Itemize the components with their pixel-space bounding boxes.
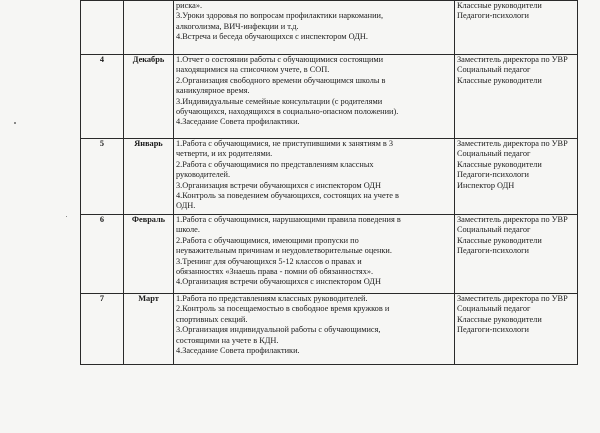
- responsible-line: Педагоги-психологи: [457, 170, 529, 180]
- activity-line: ОДН.: [176, 201, 196, 211]
- activity-line: обучающихся, находящихся в социально-опасном положении).: [176, 107, 399, 117]
- responsible-line: Социальный педагог: [457, 304, 531, 314]
- activity-line: 4.Заседание Совета профилактики.: [176, 346, 300, 356]
- activity-line: неуважительным причинам и неудовлетворительные оценки.: [176, 246, 392, 256]
- scan-speck: [14, 122, 16, 124]
- activity-line: руководителей.: [176, 170, 231, 180]
- month-cell: Февраль: [124, 215, 174, 294]
- responsible-line: Педагоги-психологи: [457, 11, 529, 21]
- month-cell: Декабрь: [124, 55, 174, 139]
- activity-line: 3.Уроки здоровья по вопросам профилактики наркомании,: [176, 11, 384, 21]
- responsible-line: Заместитель директора по УВР: [457, 139, 568, 148]
- activity-line: 1.Работа с обучающимися, не приступившими к занятиям в 3: [176, 139, 394, 148]
- responsible-line: Заместитель директора по УВР: [457, 215, 568, 224]
- responsible-line: Педагоги-психологи: [457, 246, 529, 256]
- month-cell: Январь: [124, 139, 174, 215]
- activity-line: 4.Заседание Совета профилактики.: [176, 117, 300, 127]
- activity-line: находящимися на списочном учете, в СОП.: [176, 65, 330, 75]
- row-number: [81, 1, 124, 55]
- activity-line: спортивных секций.: [176, 314, 248, 324]
- activity-line: 3.Индивидуальные семейные консультации (с родителями: [176, 96, 383, 106]
- responsible-line: Классные руководители: [457, 1, 542, 10]
- activity-line: 3.Тренинг для обучающихся 5-12 классов о правах и: [176, 256, 362, 266]
- responsible-line: Инспектор ОДН: [457, 180, 515, 190]
- row-number: 7: [81, 294, 124, 365]
- responsible-line: Классные руководители: [457, 75, 542, 85]
- activity-line: четверти, и их родителями.: [176, 149, 273, 159]
- activity-line: 3.Организация индивидуальной работы с обучающимися,: [176, 325, 381, 335]
- activity-line: 4.Встреча и беседа обучающихся с инспектором ОДН.: [176, 32, 368, 42]
- activity-line: 4.Организация встречи обучающихся с инспектором ОДН: [176, 277, 381, 287]
- activities-cell: [174, 139, 455, 215]
- responsible-line: Заместитель директора по УВР: [457, 294, 568, 303]
- activity-line: 4.Контроль за поведением обучающихся, состоящих на учете в: [176, 191, 399, 201]
- table-row: [81, 215, 578, 294]
- responsible-line: Классные руководители: [457, 159, 542, 169]
- responsible-cell: [455, 215, 578, 294]
- activity-line: 3.Организация встречи обучающихся с инспектором ОДН: [176, 180, 381, 190]
- activity-line: 2.Работа с обучающимися по представлениям классных: [176, 159, 374, 169]
- responsible-line: Классные руководители: [457, 314, 542, 324]
- activity-line: алкоголизма, ВИЧ-инфекции и т.д.: [176, 21, 299, 31]
- responsible-line: Педагоги-психологи: [457, 325, 529, 335]
- table-row: [81, 139, 578, 215]
- scan-speck: [66, 216, 67, 217]
- responsible-cell: [455, 1, 578, 55]
- table-row: [81, 1, 578, 55]
- row-number: 6: [81, 215, 124, 294]
- responsible-line: Социальный педагог: [457, 149, 531, 159]
- row-number: 4: [81, 55, 124, 139]
- responsible-line: Классные руководители: [457, 235, 542, 245]
- activity-line: 2.Контроль за посещаемостью в свободное время кружков и: [176, 304, 390, 314]
- row-number: 5: [81, 139, 124, 215]
- responsible-cell: [455, 139, 578, 215]
- responsible-cell: [455, 55, 578, 139]
- activity-line: обязанностях «Знаешь права - помни об обязанностях».: [176, 267, 374, 277]
- table-row: [81, 55, 578, 139]
- activities-cell: [174, 1, 455, 55]
- activity-line: 2.Организация свободного времени обучающимся школы в: [176, 75, 386, 85]
- activities-cell: [174, 294, 455, 365]
- activity-line: каникулярное время.: [176, 86, 250, 96]
- month-cell: Март: [124, 294, 174, 365]
- table-row: [81, 294, 578, 365]
- responsible-line: Социальный педагог: [457, 65, 531, 75]
- activity-line: 2.Работа с обучающимися, имеющими пропуски по: [176, 235, 359, 245]
- activity-line: 1.Работа с обучающимися, нарушающими правила поведения в: [176, 215, 401, 224]
- prevention-plan-table: [80, 0, 578, 365]
- activity-line: 1.Отчет о состоянии работы с обучающимися состоящими: [176, 55, 384, 64]
- responsible-cell: [455, 294, 578, 365]
- activity-line: состоящими на учете в КДН.: [176, 335, 279, 345]
- activity-line: школе.: [176, 225, 200, 235]
- responsible-line: Заместитель директора по УВР: [457, 55, 568, 64]
- activities-cell: [174, 215, 455, 294]
- activities-cell: [174, 55, 455, 139]
- responsible-line: Социальный педагог: [457, 225, 531, 235]
- month-cell: [124, 1, 174, 55]
- activity-line: 1.Работа по представлениям классных руководителей.: [176, 294, 368, 303]
- activity-line: риска».: [176, 1, 203, 10]
